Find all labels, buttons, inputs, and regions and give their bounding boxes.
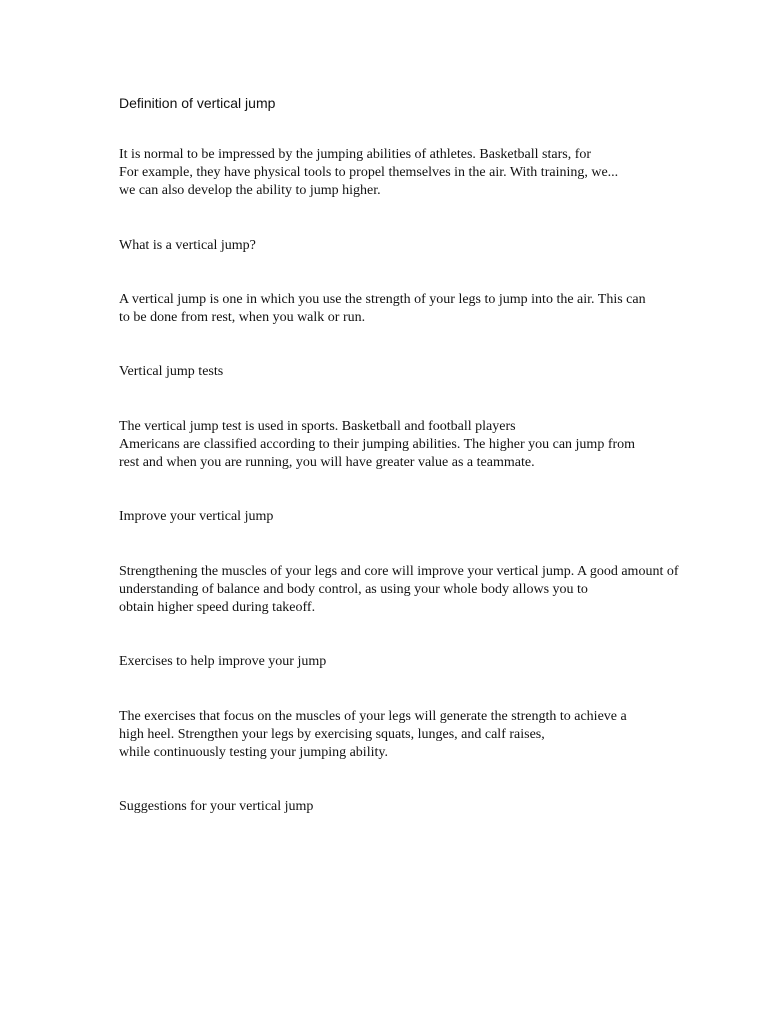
intro-paragraph: [119, 146, 618, 200]
paragraph-line: For example, they have physical tools to propel themselves in the air. With training, we...: [119, 165, 619, 180]
paragraph-line: A vertical jump is one in which you use the strength of your legs to jump into the air. This can: [119, 292, 646, 307]
paragraph-line: The vertical jump test is used in sports. Basketball and football players: [119, 419, 516, 434]
section-heading-exercises: Exercises to help improve your jump: [119, 654, 327, 669]
section-paragraph-tests: [119, 418, 635, 472]
paragraph-line: Strengthening the muscles of your legs and core will improve your vertical jump. A good amount of: [119, 564, 679, 579]
section-heading-tests: Vertical jump tests: [119, 364, 224, 379]
page-title: Definition of vertical jump: [119, 95, 276, 111]
section-heading-what-is: What is a vertical jump?: [119, 238, 256, 253]
section-heading-suggestions: Suggestions for your vertical jump: [119, 799, 314, 814]
section-heading-improve: Improve your vertical jump: [119, 509, 274, 524]
paragraph-line: rest and when you are running, you will have greater value as a teammate.: [119, 455, 535, 470]
paragraph-line: we can also develop the ability to jump higher.: [119, 183, 381, 198]
paragraph-line: while continuously testing your jumping ability.: [119, 745, 388, 760]
paragraph-line: It is normal to be impressed by the jumping abilities of athletes. Basketball stars, for: [119, 147, 592, 162]
section-paragraph-improve: [119, 563, 679, 617]
paragraph-line: The exercises that focus on the muscles of your legs will generate the strength to achieve a: [119, 709, 627, 724]
section-paragraph-exercises: [119, 708, 627, 762]
paragraph-line: Americans are classified according to their jumping abilities. The higher you can jump from: [119, 437, 636, 452]
section-paragraph-what-is: [119, 291, 646, 327]
paragraph-line: high heel. Strengthen your legs by exercising squats, lunges, and calf raises,: [119, 727, 545, 742]
paragraph-line: understanding of balance and body control, as using your whole body allows you to: [119, 582, 588, 597]
paragraph-line: to be done from rest, when you walk or run.: [119, 310, 366, 325]
paragraph-line: obtain higher speed during takeoff.: [119, 600, 316, 615]
